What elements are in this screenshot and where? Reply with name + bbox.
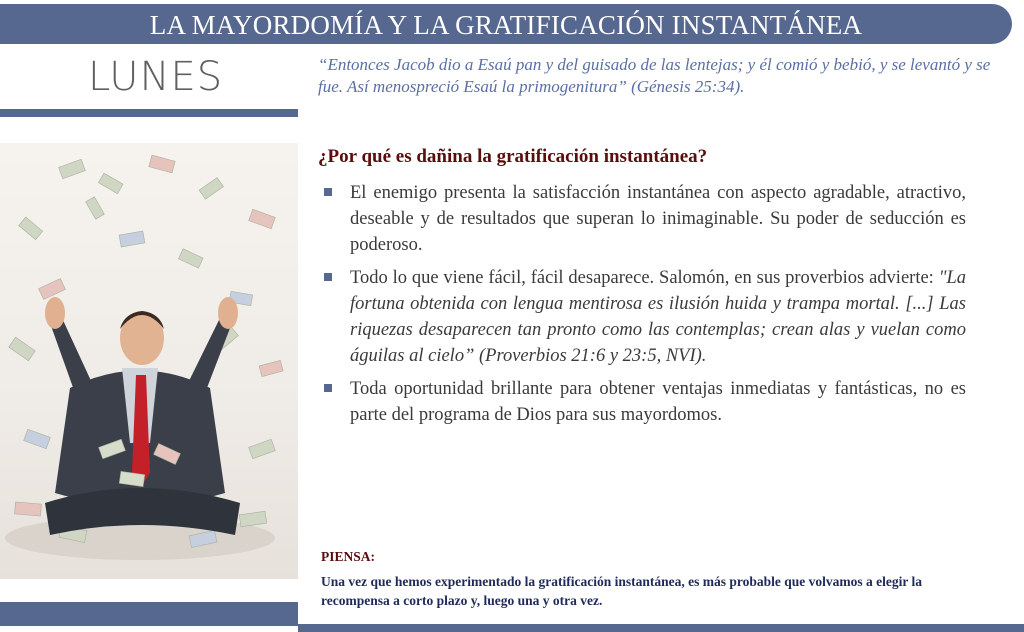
title-bar	[0, 4, 1012, 44]
list-item	[322, 265, 966, 369]
bullet-text: Todo lo que viene fácil, fácil desaparece. Salomón, en sus proverbios advierte:	[350, 268, 939, 288]
square-bullet-icon	[324, 273, 332, 281]
square-bullet-icon	[324, 188, 332, 196]
bullet-text: Toda oportunidad brillante para obtener ventajas inmediatas y fantásticas, no es parte del programa de Dios para sus mayordomos.	[350, 379, 966, 425]
think-label: PIENSA:	[321, 549, 376, 564]
photo-illustration	[0, 143, 298, 579]
list-item	[322, 180, 966, 258]
bullet-list	[322, 180, 966, 435]
man-money-rain-photo	[0, 143, 298, 579]
list-item	[322, 376, 966, 428]
page-title: LA MAYORDOMÍA Y LA GRATIFICACIÓN INSTANTÁNEA	[149, 10, 863, 40]
section-question: ¿Por qué es dañina la gratificación instantánea?	[318, 146, 708, 167]
square-bullet-icon	[324, 384, 332, 392]
bullet-proverb-quote: "La fortuna obtenida con lengua mentirosa es ilusión huida y trampa mortal. [...] Las riquezas desaparecen tan pronto como las contemplas; crean alas y vuelan como águilas al cielo”	[350, 268, 966, 366]
bottom-rule	[298, 624, 1024, 632]
bullet-reference: (Proverbios 21:6 y 23:5, NVI).	[474, 346, 707, 366]
think-text: Una vez que hemos experimentado la gratificación instantánea, es más probable que volvamos a elegir la recompensa a corto plazo y, luego una y otra vez.	[321, 574, 922, 608]
day-label: LUNES	[88, 54, 224, 100]
bullet-text: El enemigo presenta la satisfacción instantánea con aspecto agradable, atractivo, deseable y de resultados que superan lo inimaginable. Su poder de seducción es poderoso.	[350, 183, 966, 255]
scripture-quote: “Entonces Jacob dio a Esaú pan y del guisado de las lentejas; y él comió y bebió, y se levantó y se fue. Así menospreció Esaú la primogenitura” (Génesis 25:34).	[318, 55, 991, 96]
bottom-left-bar	[0, 602, 298, 626]
day-divider	[0, 109, 298, 117]
